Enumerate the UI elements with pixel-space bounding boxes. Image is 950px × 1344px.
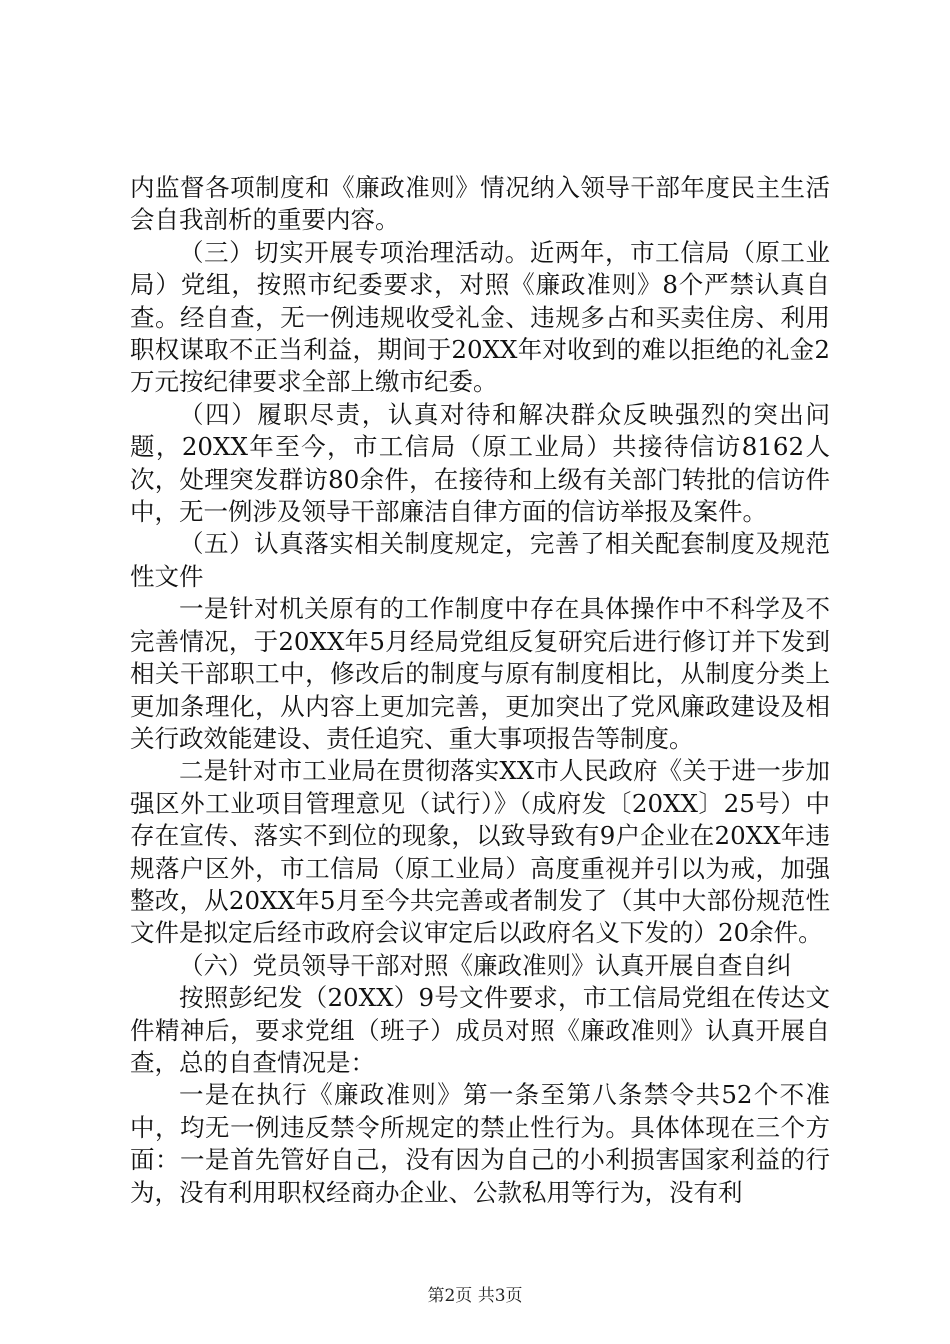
page-number-footer: 第2页 共3页 [427,1286,523,1306]
paragraph: （五）认真落实相关制度规定，完善了相关配套制度及规范性文件 [130,529,830,591]
paragraph: （四）履职尽责，认真对待和解决群众反映强烈的突出问题，20XX年至今，市工信局（原工业局）共接待信访8162人次，处理突发群访80余件，在接待和上级有关部门转批的信访件中，无一例涉及领导干部廉洁自律方面的信访举报及案件。 [130,399,830,527]
paragraph: 二是针对市工业局在贯彻落实XX市人民政府《关于进一步加强区外工业项目管理意见（试行）》（成府发〔20XX〕25号）中存在宣传、落实不到位的现象，以致导致有9户企业在20XX年违规落户区外，市工信局（原工业局）高度重视并引以为戒，加强整改，从20XX年5月至今共完善或者制发了（其中大部份规范性文件是拟定后经市政府会议审定后以政府名义下发的）20余件。 [130,756,830,948]
paragraph: （六）党员领导干部对照《廉政准则》认真开展自查自纠 [179,950,792,980]
document-body [130,172,830,1209]
paragraph: 内监督各项制度和《廉政准则》情况纳入领导干部年度民主生活会自我剖析的重要内容。 [130,173,830,235]
paragraph: 一是在执行《廉政准则》第一条至第八条禁令共52个不准中，均无一例违反禁令所规定的禁止性行为。具体体现在三个方面：一是首先管好自己，没有因为自己的小利损害国家利益的行为，没有利用职权经商办企业、公款私用等行为，没有利 [130,1080,830,1207]
paragraph: （三）切实开展专项治理活动。近两年，市工信局（原工业局）党组，按照市纪委要求，对照《廉政准则》8个严禁认真自查。经自查，无一例违规收受礼金、违规多占和买卖住房、利用职权谋取不正当利益，期间于20XX年对收到的难以拒绝的礼金2万元按纪律要求全部上缴市纪委。 [130,237,830,397]
paragraph: 按照彭纪发（20XX）9号文件要求，市工信局党组在传达文件精神后，要求党组（班子）成员对照《廉政准则》认真开展自查，总的自查情况是： [130,983,830,1077]
paragraph: 一是针对机关原有的工作制度中存在具体操作中不科学及不完善情况，于20XX年5月经局党组反复研究后进行修订并下发到相关干部职工中，修改后的制度与原有制度相比，从制度分类上更加条理化，从内容上更加完善，更加突出了党风廉政建设及相关行政效能建设、责任追究、重大事项报告等制度。 [130,594,830,753]
